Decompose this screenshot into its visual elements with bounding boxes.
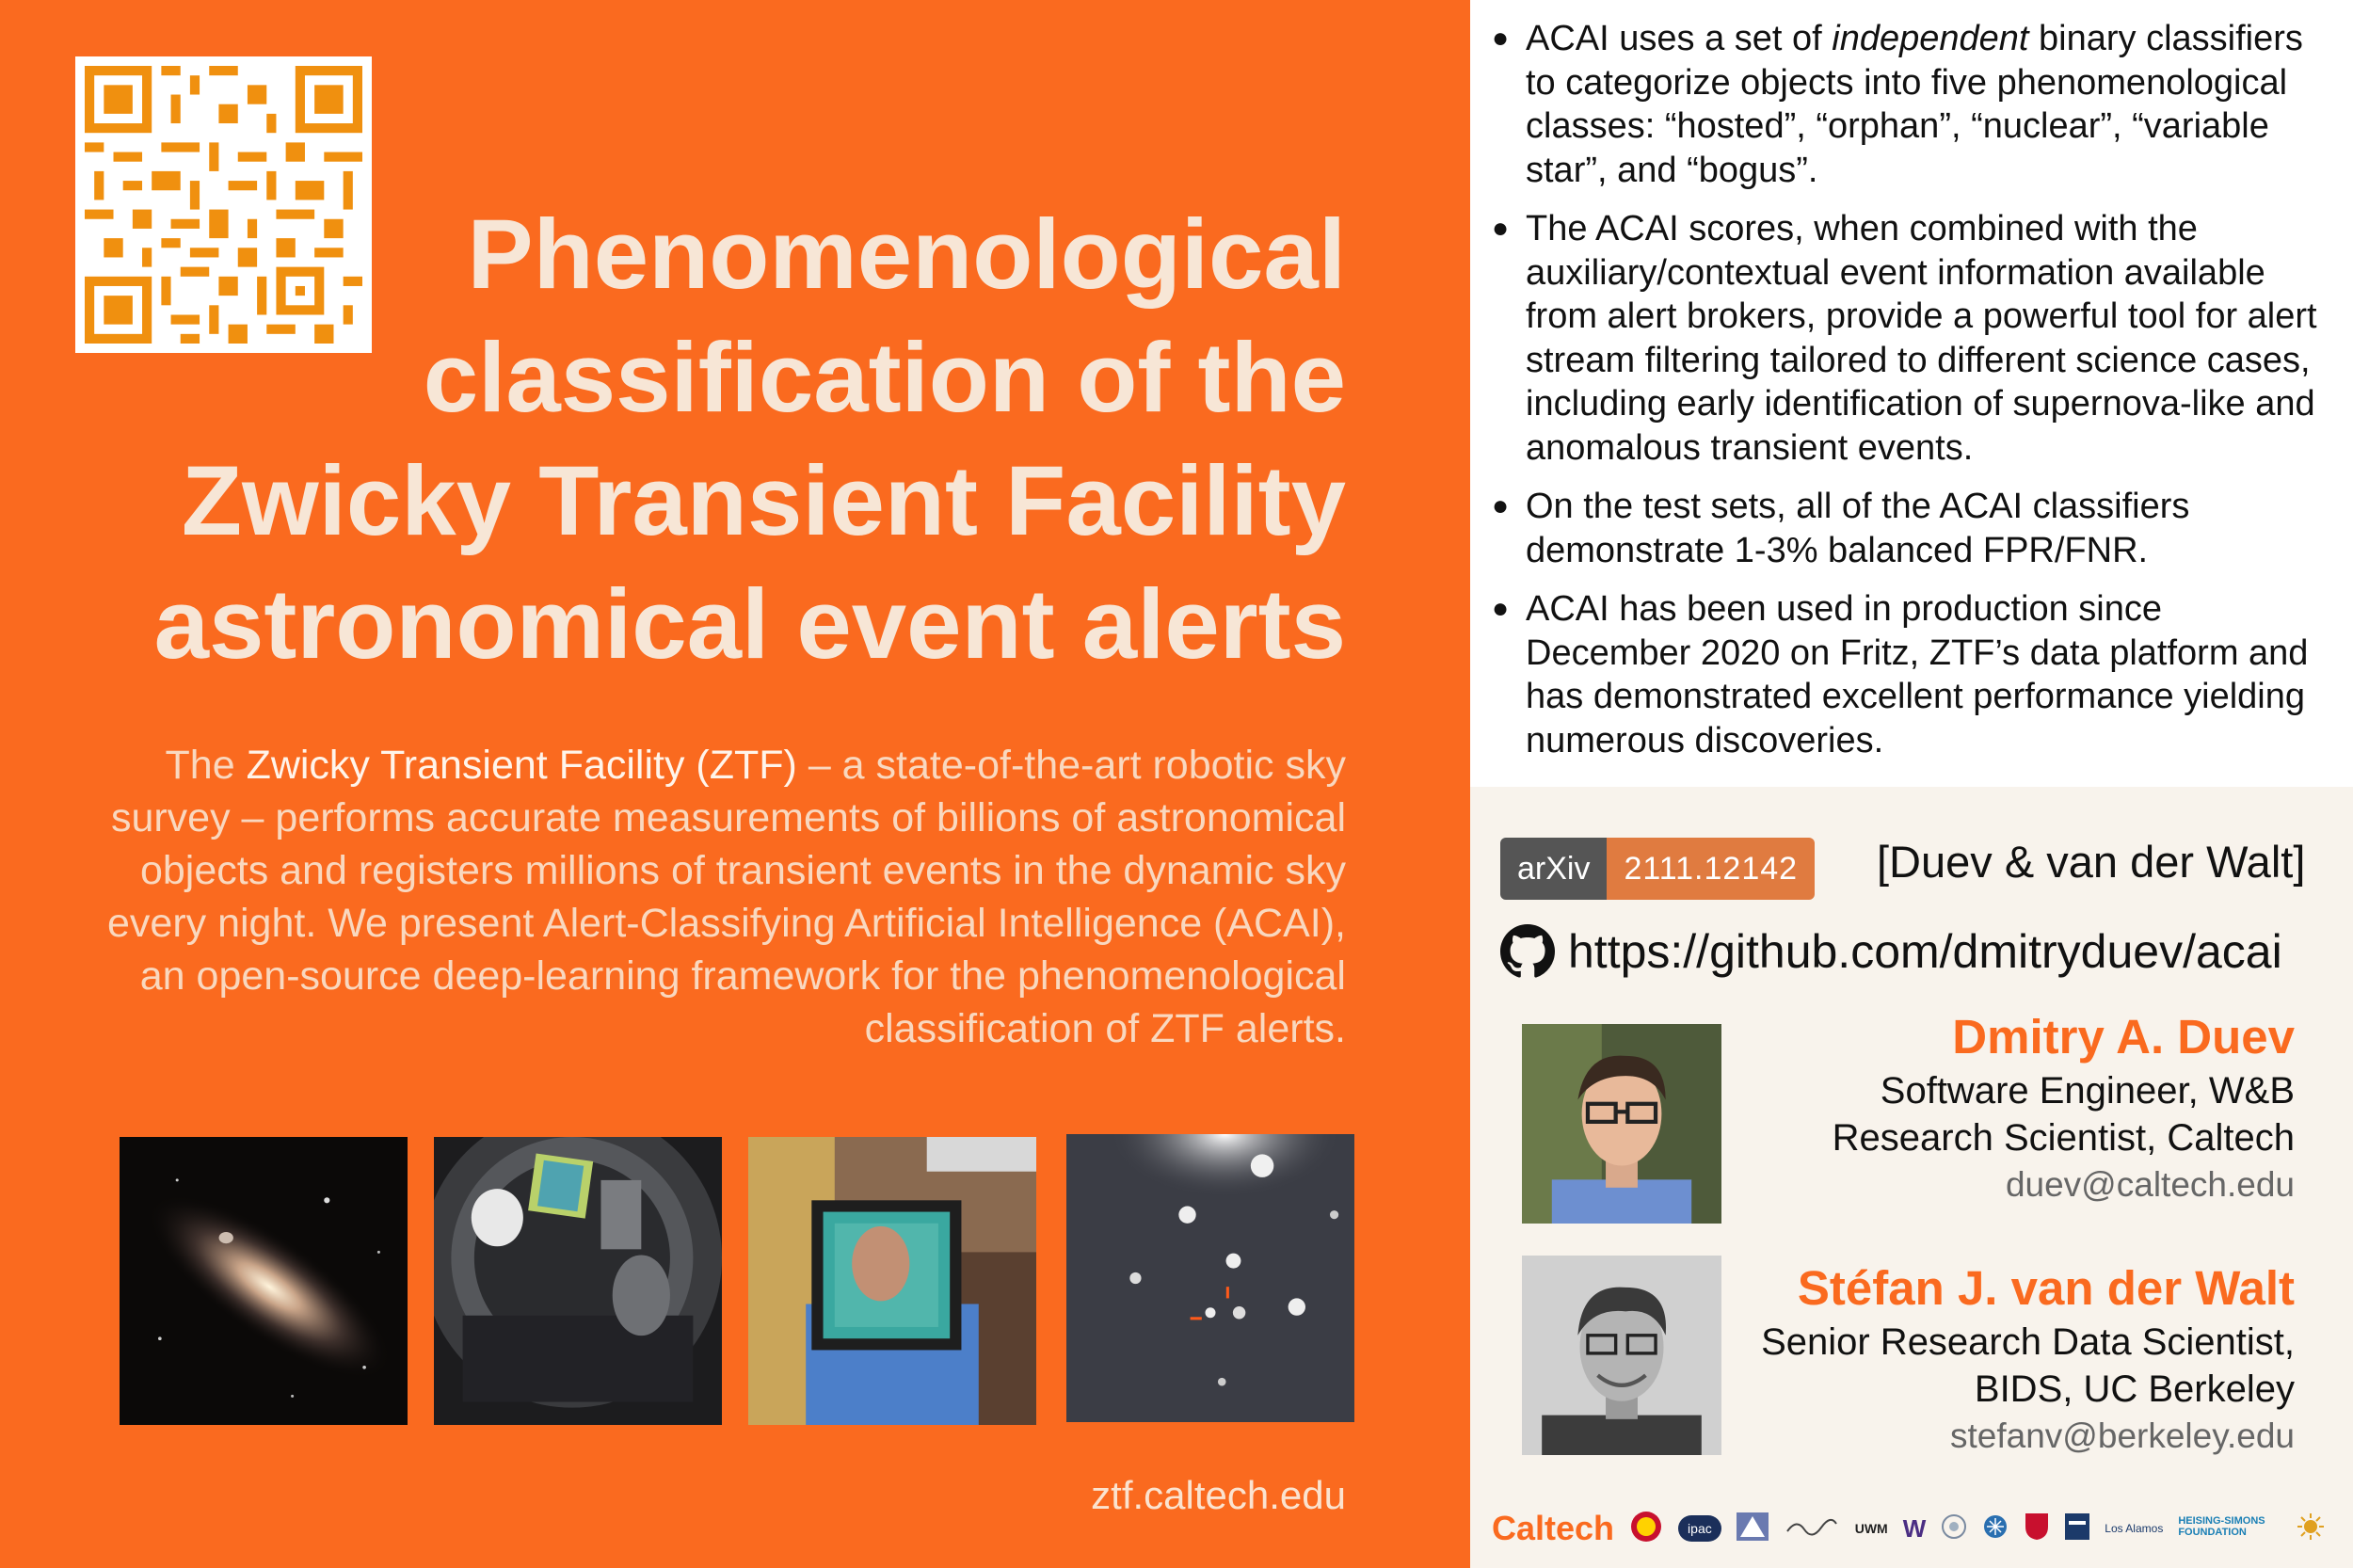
abstract-body: – a state-of-the-art robotic sky survey – performs accurate measurements of billions of astronomical objects and registers millions of transient events in the dynamic sky every night. We present Alert-Classifying Artificial Intelligence (ACAI), an open-source deep-learning framework for the phenomenological classification of ZTF alerts.	[106, 743, 1346, 1051]
author-photo-vanderwalt	[1522, 1256, 1721, 1455]
galaxy-photo	[120, 1137, 408, 1425]
key-point: ● ACAI has been used in production since December 2020 on Fritz, ZTF’s data platform and has demonstrated excellent performance yielding numerous discoveries.	[1492, 587, 2320, 762]
abstract-paragraph	[104, 739, 1346, 1055]
shield-logo-icon	[2024, 1512, 2050, 1546]
title-line: Zwicky Transient Facility	[181, 446, 1346, 556]
partner-logos	[1492, 1502, 2339, 1555]
los-alamos-logo: Los Alamos	[2105, 1522, 2164, 1535]
key-point: ● The ACAI scores, when combined with the auxiliary/contextual event information available from alert brokers, provide a powerful tool for alert stream filtering tailored to different science cases, including early identification of supernova-like and anomalous transient events.	[1492, 207, 2320, 470]
sun-logo-icon	[2297, 1512, 2325, 1545]
title-line: Phenomenological	[467, 200, 1346, 310]
key-point-text: ACAI uses a set of	[1526, 19, 1833, 58]
title-line: classification of the	[423, 323, 1346, 433]
telescope-camera-photo	[434, 1137, 722, 1425]
key-points-list	[1492, 17, 2320, 777]
arxiv-label: arXiv	[1500, 838, 1607, 900]
arxiv-badge[interactable]	[1500, 838, 1815, 900]
key-point	[1492, 17, 2320, 192]
github-link[interactable]	[1500, 924, 2282, 979]
bookmark-logo-icon	[2065, 1513, 2089, 1544]
transient-field-photo	[1066, 1134, 1354, 1422]
partner-emblem-icon	[1737, 1512, 1769, 1545]
author-card-vanderwalt	[1730, 1258, 2295, 1460]
caltech-logo: Caltech	[1492, 1509, 1615, 1547]
ztf-website-link[interactable]: ztf.caltech.edu	[1091, 1473, 1346, 1517]
author-name: Dmitry A. Duev	[1952, 1010, 2295, 1064]
author-role: Senior Research Data Scientist,	[1761, 1321, 2295, 1363]
ccd-engineer-photo	[748, 1137, 1036, 1425]
poster-title	[122, 193, 1346, 686]
ipac-logo: ipac	[1678, 1515, 1721, 1542]
title-line: astronomical event alerts	[153, 569, 1346, 680]
snowflake-seal-icon	[1982, 1513, 2009, 1544]
key-point: ● On the test sets, all of the ACAI classifiers demonstrate 1-3% balanced FPR/FNR.	[1492, 485, 2320, 572]
uw-logo: W	[1902, 1514, 1927, 1543]
abstract-highlight: Zwicky Transient Facility (ZTF)	[246, 743, 797, 788]
umd-seal-icon	[1629, 1510, 1663, 1548]
key-point-emphasis: independent	[1832, 19, 2029, 58]
heising-simons-logo: HEISING-SIMONS FOUNDATION	[2178, 1515, 2265, 1538]
author-card-duev	[1730, 1007, 2295, 1208]
round-seal-icon	[1941, 1513, 1967, 1544]
uwm-logo: UWM	[1854, 1521, 1888, 1536]
arxiv-number: 2111.12142	[1607, 838, 1815, 900]
author-photo-duev	[1522, 1024, 1721, 1224]
author-email[interactable]: stefanv@berkeley.edu	[1950, 1416, 2295, 1455]
key-point-text: binary classifiers to categorize objects into five phenomenological classes: “hosted”, “orphan”, “nuclear”, “variable star”, and “bogus”.	[1526, 19, 2303, 190]
author-role: Research Scientist, Caltech	[1832, 1117, 2295, 1159]
github-url: https://github.com/dmitryduev/acai	[1568, 925, 2282, 978]
author-role: Software Engineer, W&B	[1880, 1070, 2295, 1112]
signature-logo-icon	[1784, 1514, 1840, 1544]
github-icon	[1500, 924, 1555, 979]
author-name: Stéfan J. van der Walt	[1797, 1261, 2295, 1315]
abstract-intro: The	[165, 743, 247, 788]
citation: [Duev & van der Walt]	[1877, 837, 2306, 887]
author-email[interactable]: duev@caltech.edu	[2005, 1165, 2295, 1204]
author-role: BIDS, UC Berkeley	[1974, 1368, 2295, 1410]
